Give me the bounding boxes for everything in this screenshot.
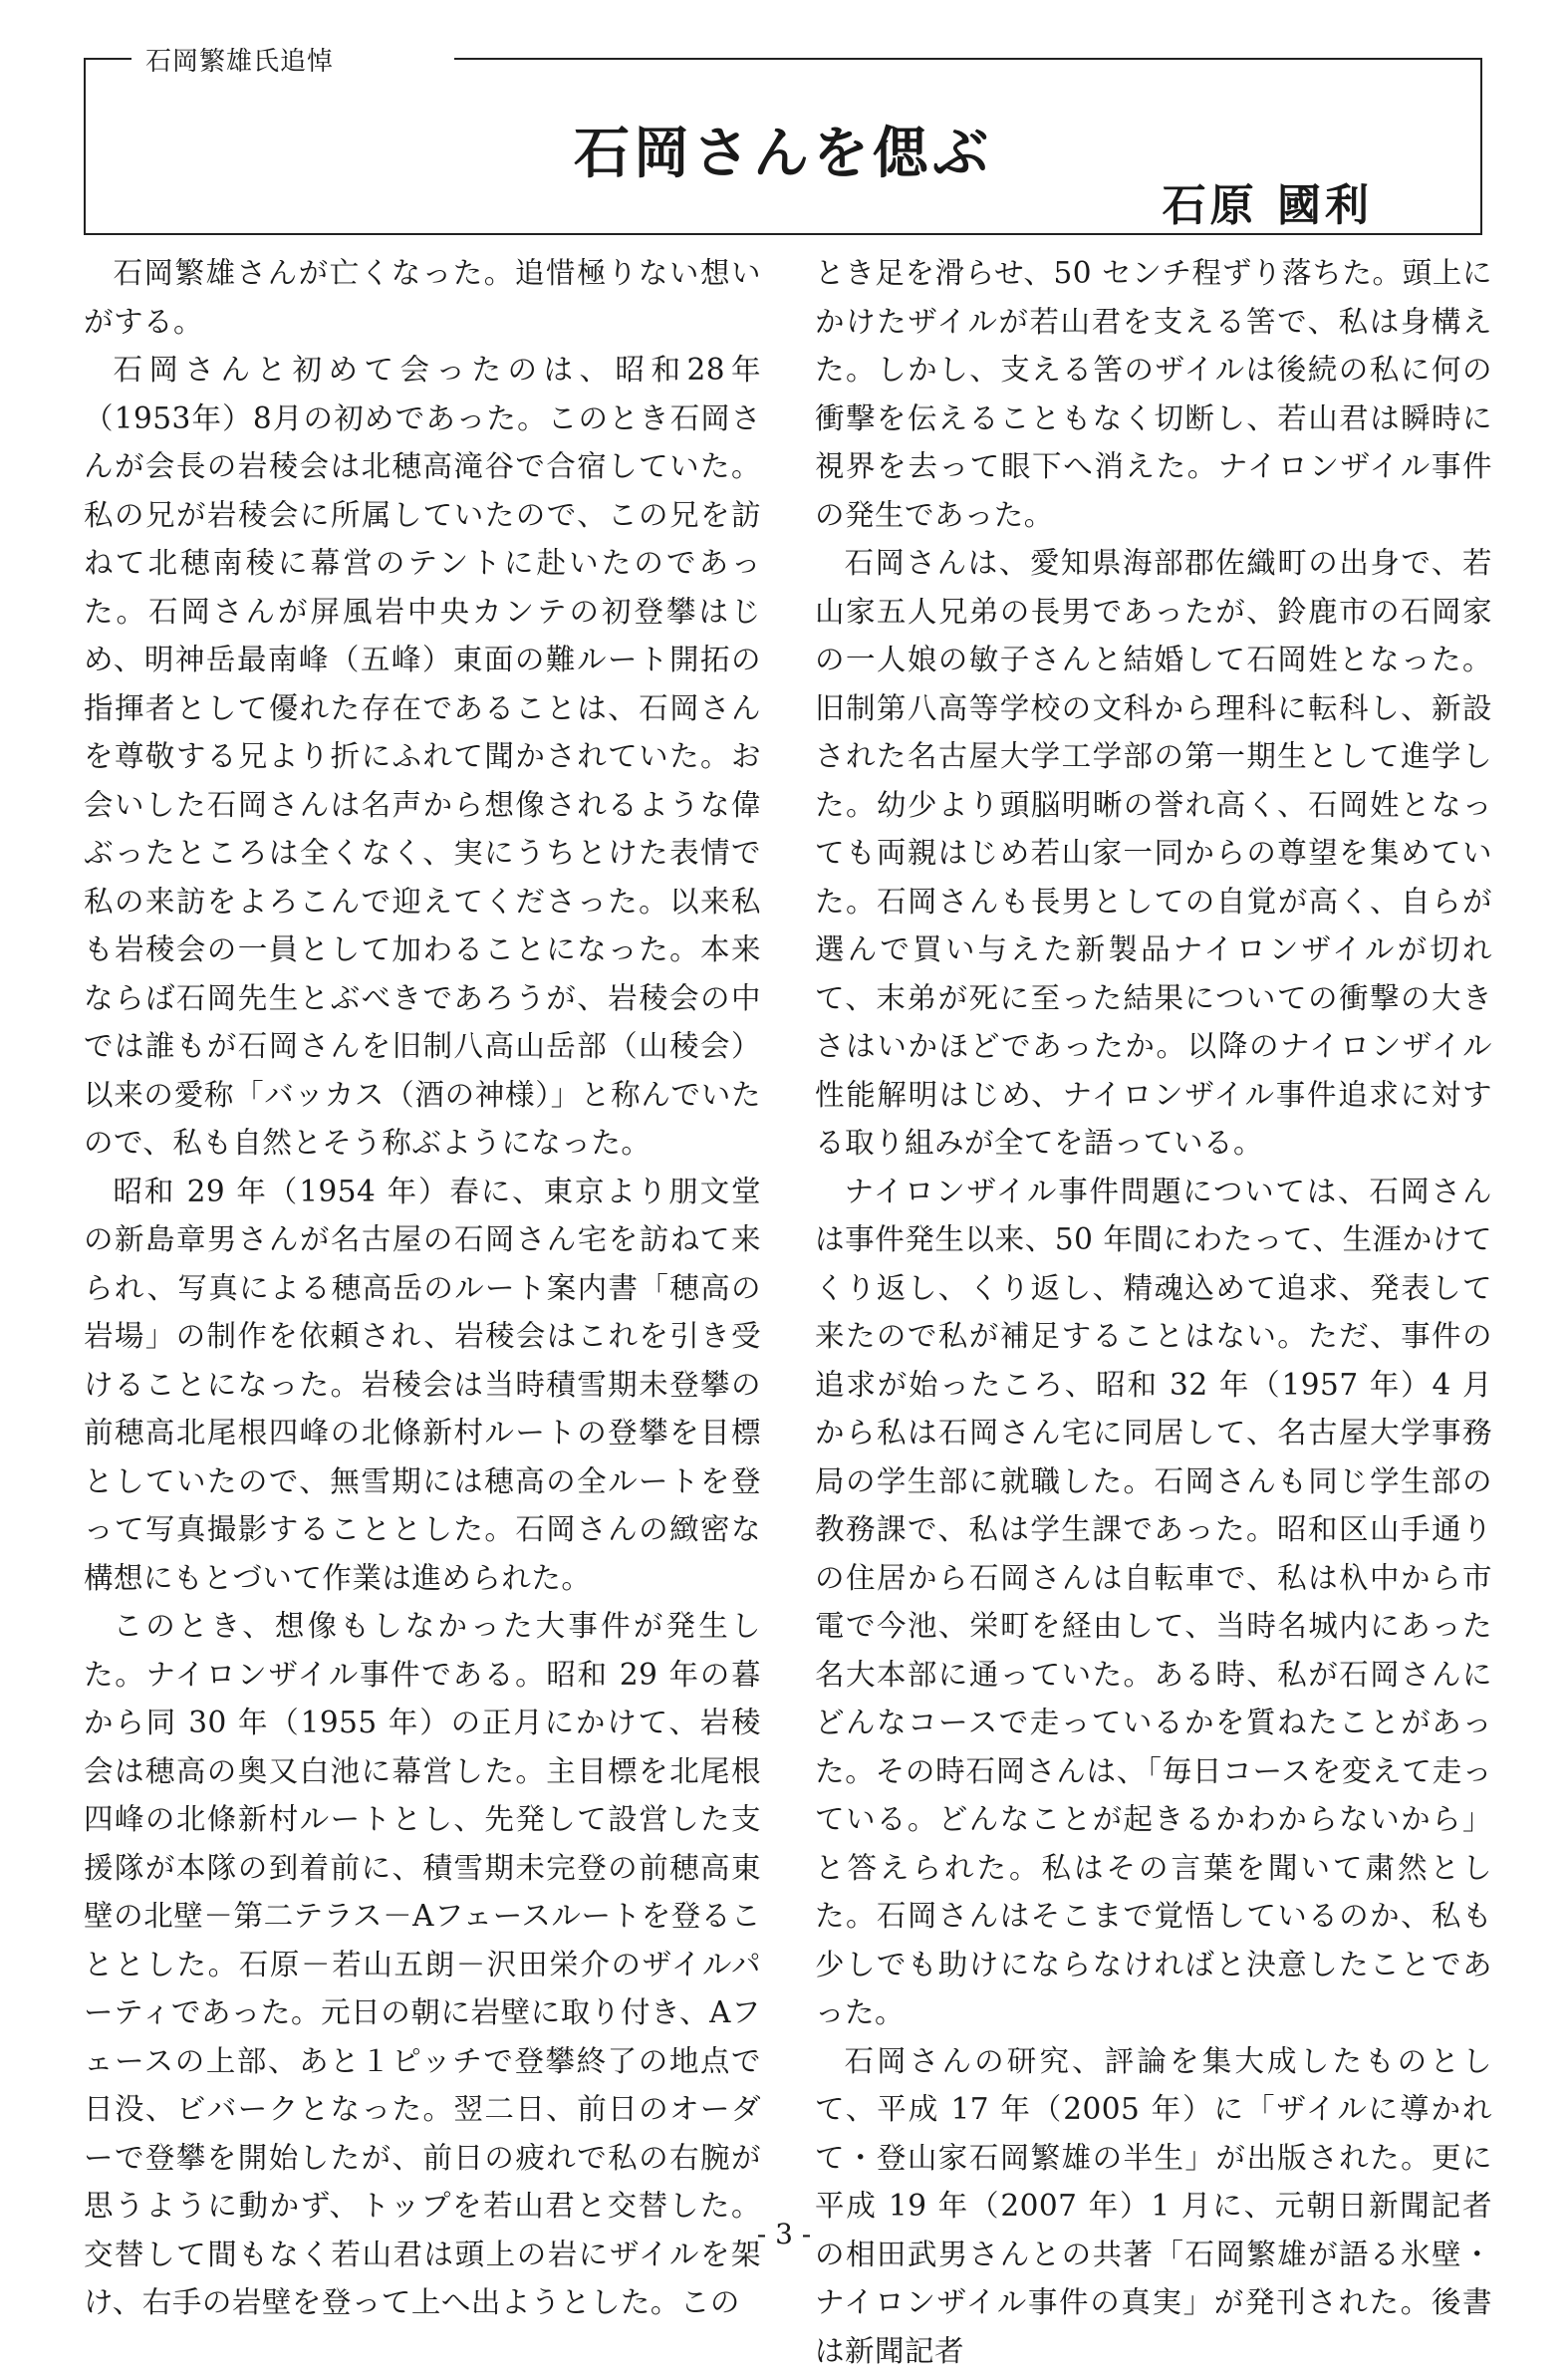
paragraph: 石岡さんと初めて会ったのは、昭和28年（1953年）8月の初めであった。このとき石岡さんが会長の岩稜会は北穂高滝谷で合宿していた。私の兄が岩稜会に所属していたので、この兄を訪ねて北穂南稜に幕営のテントに赴いたのであった。石岡さんが屏風岩中央カンテの初登攀はじめ、明神岳最南峰（五峰）東面の難ルート開拓の指揮者として優れた存在であることは、石岡さんを尊敬する兄より折にふれて聞かされていた。お会いした石岡さんは名声から想像されるような偉ぶったところは全くなく、実にうちとけた表情で私の来訪をよろこんで迎えてくださった。以来私も岩稜会の一員として加わることになった。本来ならば石岡先生とぶべきであろうが、岩稜会の中では誰もが石岡さんを旧制八高山岳部（山稜会）以来の愛称「バッカス（酒の神様）」と称んでいたので、私も自然とそう称ぶようになった。	[84, 346, 761, 1168]
article-title: 石岡さんを偲ぶ	[86, 110, 1480, 189]
paragraph: 石岡さんは、愛知県海部郡佐織町の出身で、若山家五人兄弟の長男であったが、鈴鹿市の石岡家の一人娘の敏子さんと結婚して石岡姓となった。旧制第八高等学校の文科から理科に転科し、新設された名古屋大学工学部の第一期生として進学した。幼少より頭脳明晰の誉れ高く、石岡姓となっても両親はじめ若山家一同からの尊望を集めていた。石岡さんも長男としての自覚が高く、自らが選んで買い与えた新製品ナイロンザイルが切れて、末弟が死に至った結果についての衝撃の大きさはいかほどであったか。以降のナイロンザイル性能解明はじめ、ナイロンザイル事件追求に対する取り組みが全てを語っている。	[815, 539, 1492, 1168]
article-author: 石原 國利	[1163, 169, 1373, 233]
paragraph: 石岡繁雄さんが亡くなった。追惜極りない想いがする。	[84, 249, 761, 346]
text-column-left	[84, 249, 761, 2327]
paragraph: 昭和 29 年（1954 年）春に、東京より朋文堂の新島章男さんが名古屋の石岡さん宅を訪ねて来られ、写真による穂高岳のルート案内書「穂高の岩場」の制作を依頼され、岩稜会はこれを引き受けることになった。岩稜会は当時積雪期未登攀の前穂高北尾根四峰の北條新村ルートの登攀を目標としていたので、無雪期には穂高の全ルートを登って写真撮影することとした。石岡さんの緻密な構想にもとづいて作業は進められた。	[84, 1168, 761, 1603]
header-top-rule-left	[84, 58, 131, 60]
paragraph: ナイロンザイル事件問題については、石岡さんは事件発生以来、50 年間にわたって、生涯かけてくり返し、くり返し、精魂込めて追求、発表して来たので私が補足することはない。ただ、事件の追求が始ったころ、昭和 32 年（1957 年）4 月から私は石岡さん宅に同居して、名古屋大学事務局の学生部に就職した。石岡さんも同じ学生部の教務課で、私は学生課であった。昭和区山手通りの住居から石岡さんは自転車で、私は杁中から市電で今池、栄町を経由して、当時名城内にあった名大本部に通っていた。ある時、私が石岡さんにどんなコースで走っているかを質ねたことがあった。その時石岡さんは、「毎日コースを変えて走っている。どんなことが起きるかわからないから」と答えられた。私はその言葉を聞いて粛然とした。石岡さんはそこまで覚悟しているのか、私も少しでも助けにならなければと決意したことであった。	[815, 1168, 1492, 2037]
series-label: 石岡繁雄氏追悼	[145, 41, 334, 78]
text-column-right	[815, 249, 1492, 2375]
paragraph: このとき、想像もしなかった大事件が発生した。ナイロンザイル事件である。昭和 29 年の暮から同 30 年（1955 年）の正月にかけて、岩稜会は穂高の奥又白池に幕営した。主目標を北尾根四峰の北條新村ルートとし、先発して設営した支援隊が本隊の到着前に、積雪期未完登の前穂高東壁の北壁－第二テラス－Aフェースルートを登ることとした。石原－若山五朗－沢田栄介のザイルパーティであった。元日の朝に岩壁に取り付き、Aフェースの上部、あと１ピッチで登攀終了の地点で日没、ビバークとなった。翌二日、前日のオーダーで登攀を開始したが、前日の疲れで私の右腕が思うように動かず、トップを若山君と交替した。交替して間もなく若山君は頭上の岩にザイルを架け、右手の岩壁を登って上へ出ようとした。この	[84, 1602, 761, 2327]
paragraph: 石岡さんの研究、評論を集大成したものとして、平成 17 年（2005 年）に「ザイルに導かれて・登山家石岡繁雄の半生」が出版された。更に平成 19 年（2007 年）1 月に、元朝日新聞記者の相田武男さんとの共著「石岡繁雄が語る氷壁・ナイロンザイル事件の真実」が発刊された。後書は新聞記者	[815, 2037, 1492, 2375]
paragraph-continued: とき足を滑らせ、50 センチ程ずり落ちた。頭上にかけたザイルが若山君を支える筈で、私は身構えた。しかし、支える筈のザイルは後続の私に何の衝撃を伝えることもなく切断し、若山君は瞬時に視界を去って眼下へ消えた。ナイロンザイル事件の発生であった。	[815, 249, 1492, 539]
header-top-rule-right	[454, 58, 1482, 60]
page-number: - 3 -	[0, 2218, 1568, 2250]
article-header-box	[84, 58, 1482, 235]
